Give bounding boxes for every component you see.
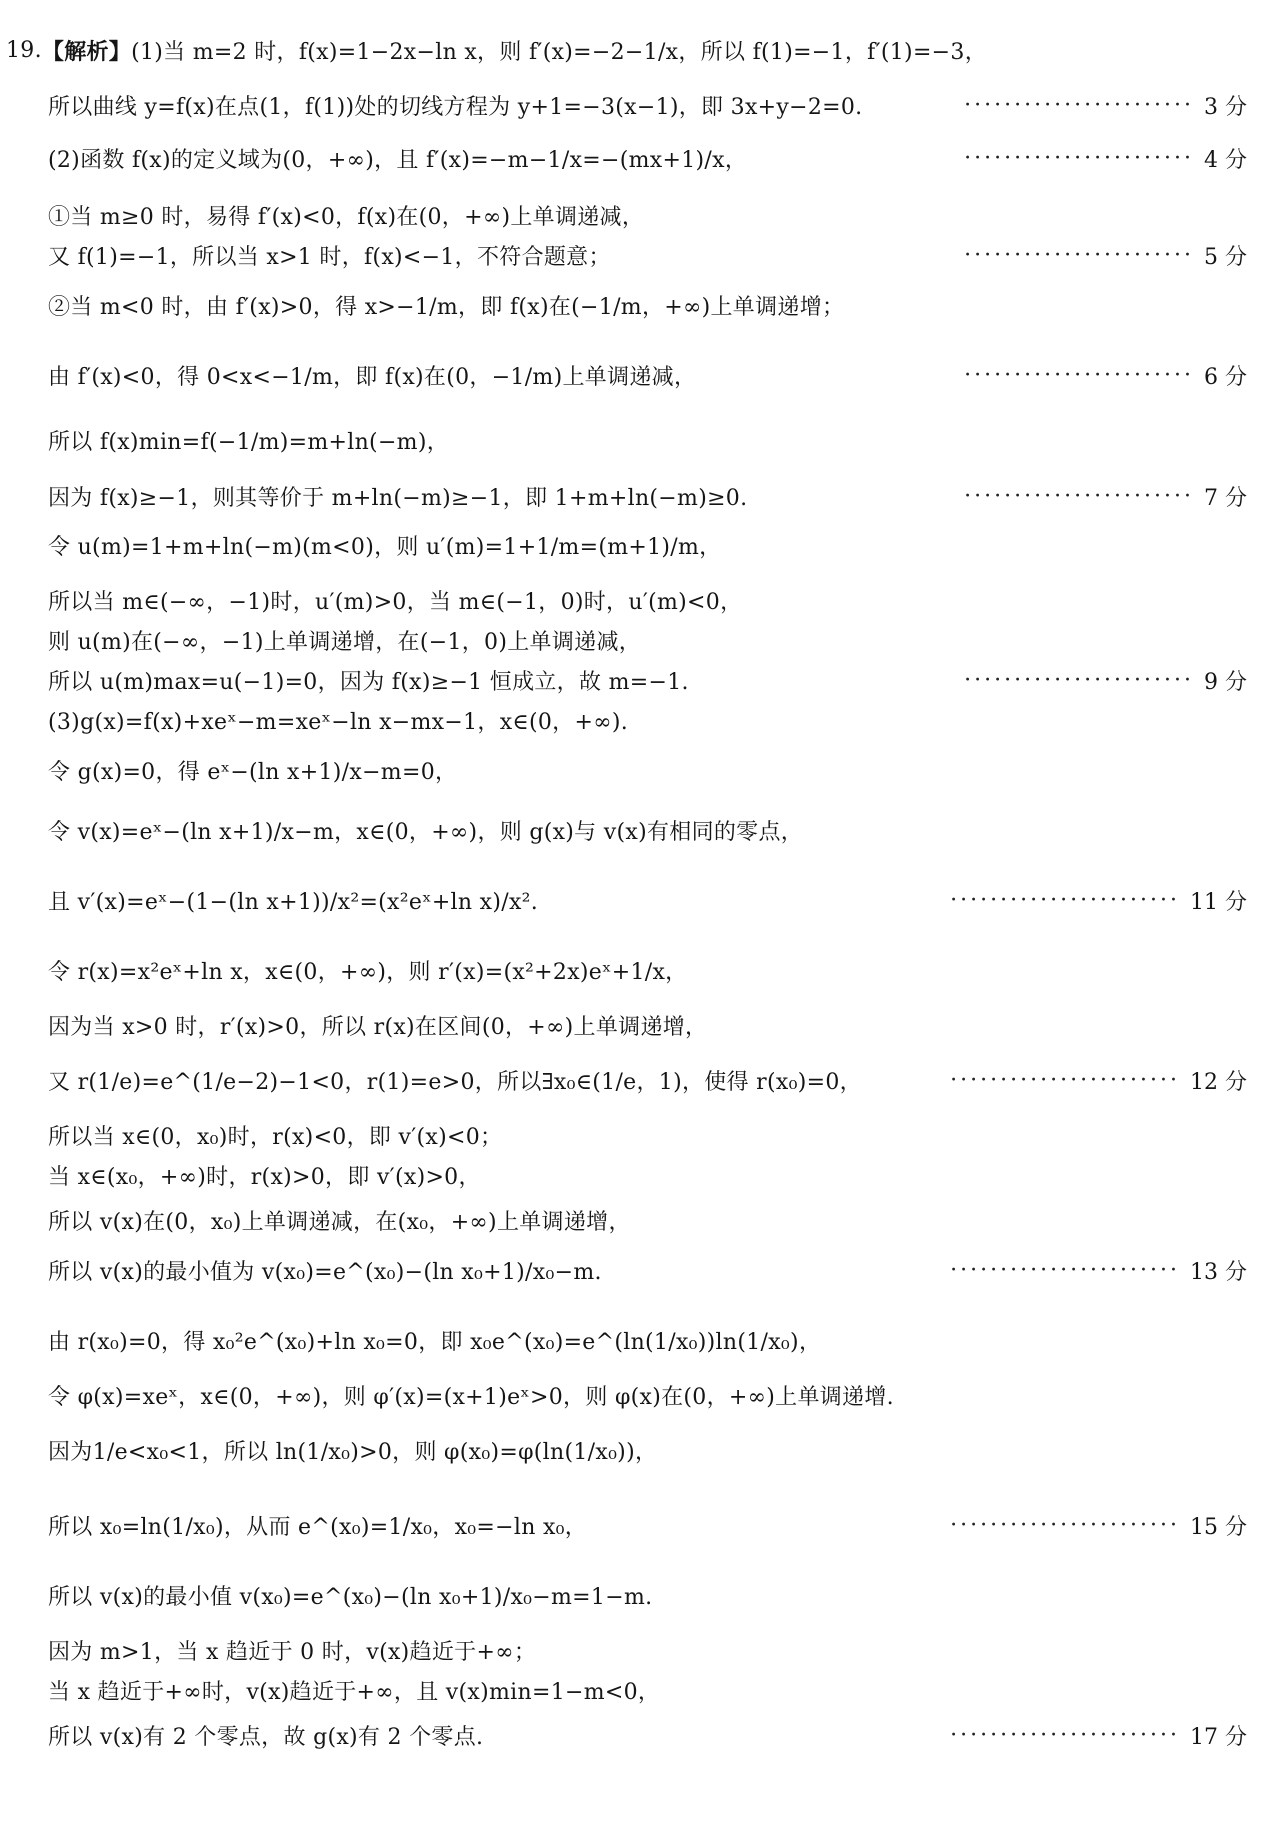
solution-line (0, 1200, 1265, 1240)
solution-line-text (48, 525, 1265, 565)
score-mark (950, 1250, 1247, 1290)
line-text: (2)函数 f(x)的定义域为(0，+∞)，且 f′(x)=−m−1/x=−(mx+1)/x， (48, 147, 748, 173)
solution-line (0, 525, 1265, 565)
solution-line (0, 1155, 1265, 1195)
line-text: ①当 m≥0 时，易得 f′(x)<0，f(x)在(0，+∞)上单调递减， (48, 204, 645, 230)
solution-line (0, 880, 1265, 920)
solution-line-text (48, 620, 1265, 660)
line-text: 所以 u(m)max=u(−1)=0，因为 f(x)≥−1 恒成立，故 m=−1. (48, 669, 689, 695)
line-text: 当 x∈(x₀，+∞)时，r(x)>0，即 v′(x)>0， (48, 1164, 481, 1190)
solution-line-text (48, 1670, 1265, 1710)
solution-line (0, 1115, 1265, 1155)
score-mark (964, 660, 1247, 700)
score-mark (950, 880, 1247, 920)
line-text: 令 g(x)=0，得 eˣ−(ln x+1)/x−m=0， (48, 759, 458, 785)
line-text: 又 f(1)=−1，所以当 x>1 时，f(x)<−1，不符合题意； (48, 244, 611, 270)
score-value: 13 分 (1190, 1259, 1247, 1285)
solution-line (0, 1060, 1265, 1100)
line-text: 且 v′(x)=eˣ−(1−(ln x+1))/x²=(x²eˣ+ln x)/x². (48, 889, 539, 915)
dot-leader: ······················· (964, 145, 1194, 171)
line-text: 因为 m>1，当 x 趋近于 0 时，v(x)趋近于+∞； (48, 1639, 537, 1665)
line-text: 因为1/e<x₀<1，所以 ln(1/x₀)>0，则 φ(x₀)=φ(ln(1/x₀))， (48, 1439, 658, 1465)
solution-line (0, 620, 1265, 660)
score-value: 9 分 (1204, 669, 1247, 695)
solution-line-text (48, 950, 1265, 990)
score-value: 12 分 (1190, 1069, 1247, 1095)
score-value: 6 分 (1204, 364, 1247, 390)
line-text: 令 u(m)=1+m+ln(−m)(m<0)，则 u′(m)=1+1/m=(m+1)/m， (48, 534, 722, 560)
dot-leader: ······················· (950, 1512, 1180, 1538)
solution-line (0, 810, 1265, 850)
score-value: 7 分 (1204, 485, 1247, 511)
solution-line (0, 476, 1265, 516)
line-text: 所以 x₀=ln(1/x₀)，从而 e^(x₀)=1/x₀，x₀=−ln x₀， (48, 1514, 588, 1540)
solution-line (0, 1670, 1265, 1710)
solution-line (0, 138, 1265, 178)
score-mark (964, 85, 1247, 125)
dot-leader: ······················· (950, 1257, 1180, 1283)
solution-line-text (48, 1575, 1265, 1615)
solution-line (0, 1715, 1265, 1755)
score-mark (964, 138, 1247, 178)
line-text: 令 φ(x)=xeˣ，x∈(0，+∞)，则 φ′(x)=(x+1)eˣ>0，则 φ(x)在(0，+∞)上单调递增. (48, 1384, 894, 1410)
solution-line (0, 660, 1265, 700)
line-text: (1)当 m=2 时，f(x)=1−2x−ln x，则 f′(x)=−2−1/x，所以 f(1)=−1，f′(1)=−3， (131, 39, 988, 65)
solution-line (0, 1250, 1265, 1290)
line-text: 又 r(1/e)=e^(1/e−2)−1<0，r(1)=e>0，所以∃x₀∈(1/e，1)，使得 r(x₀)=0， (48, 1069, 862, 1095)
score-mark (964, 355, 1247, 395)
solution-line (0, 85, 1265, 125)
score-mark (950, 1060, 1247, 1100)
solution-line-text (48, 1155, 1265, 1195)
solution-line-text (48, 1320, 1265, 1360)
line-text: (3)g(x)=f(x)+xeˣ−m=xeˣ−ln x−mx−1，x∈(0，+∞). (48, 709, 629, 735)
line-text: 令 v(x)=eˣ−(ln x+1)/x−m，x∈(0，+∞)，则 g(x)与 v(x)有相同的零点， (48, 819, 804, 845)
solution-line (0, 235, 1265, 275)
score-value: 17 分 (1190, 1724, 1247, 1750)
line-text: 则 u(m)在(−∞，−1)上单调递增，在(−1，0)上单调递减， (48, 629, 642, 655)
solution-line (0, 355, 1265, 395)
solution-line-text (48, 700, 1265, 740)
solution-line-text (48, 195, 1265, 235)
solution-line (0, 1575, 1265, 1615)
line-text: 因为 f(x)≥−1，则其等价于 m+ln(−m)≥−1，即 1+m+ln(−m)≥0. (48, 485, 748, 511)
dot-leader: ······················· (950, 1722, 1180, 1748)
solution-line (0, 700, 1265, 740)
line-text: 由 r(x₀)=0，得 x₀²e^(x₀)+ln x₀=0，即 x₀e^(x₀)=e^(ln(1/x₀))ln(1/x₀)， (48, 1329, 822, 1355)
solution-line (0, 420, 1265, 460)
score-value: 4 分 (1204, 147, 1247, 173)
line-text: 所以当 m∈(−∞，−1)时，u′(m)>0，当 m∈(−1，0)时，u′(m)<0， (48, 589, 743, 615)
solution-line (0, 285, 1265, 325)
solution-line (0, 580, 1265, 620)
score-mark (950, 1715, 1247, 1755)
line-text: ②当 m<0 时，由 f′(x)>0，得 x>−1/m，即 f(x)在(−1/m，+∞)上单调递增； (48, 294, 845, 320)
solution-line (0, 750, 1265, 790)
score-mark (964, 235, 1247, 275)
solution-line-text (6, 30, 1265, 70)
solution-line-text (48, 1375, 1265, 1415)
line-text: 所以 v(x)的最小值为 v(x₀)=e^(x₀)−(ln x₀+1)/x₀−m. (48, 1259, 602, 1285)
solution-line (0, 195, 1265, 235)
problem-number: 19. (6, 37, 42, 63)
score-value: 5 分 (1204, 244, 1247, 270)
line-text: 由 f′(x)<0，得 0<x<−1/m，即 f(x)在(0，−1/m)上单调递减， (48, 364, 697, 390)
solution-line (0, 1430, 1265, 1470)
solution-line-text (48, 750, 1265, 790)
dot-leader: ······················· (964, 242, 1194, 268)
dot-leader: ······················· (964, 362, 1194, 388)
score-mark (950, 1505, 1247, 1545)
solution-line-text (48, 285, 1265, 325)
solution-line-text (48, 1430, 1265, 1470)
solution-line-text (48, 1005, 1265, 1045)
solution-line-text (48, 1200, 1265, 1240)
solution-line-text (48, 1630, 1265, 1670)
solution-line-text (48, 810, 1265, 850)
score-value: 15 分 (1190, 1514, 1247, 1540)
section-label: 【解析】 (41, 39, 132, 65)
line-text: 所以曲线 y=f(x)在点(1，f(1))处的切线方程为 y+1=−3(x−1)，即 3x+y−2=0. (48, 94, 863, 120)
line-text: 所以当 x∈(0，x₀)时，r(x)<0，即 v′(x)<0； (48, 1124, 503, 1150)
line-text: 因为当 x>0 时，r′(x)>0，所以 r(x)在区间(0，+∞)上单调递增， (48, 1014, 708, 1040)
solution-line (0, 1320, 1265, 1360)
solution-line (0, 1505, 1265, 1545)
line-text: 令 r(x)=x²eˣ+ln x，x∈(0，+∞)，则 r′(x)=(x²+2x)eˣ+1/x， (48, 959, 688, 985)
line-text: 所以 v(x)在(0，x₀)上单调递减，在(x₀，+∞)上单调递增， (48, 1209, 631, 1235)
dot-leader: ······················· (950, 1067, 1180, 1093)
dot-leader: ······················· (964, 483, 1194, 509)
dot-leader: ······················· (950, 887, 1180, 913)
score-mark (964, 476, 1247, 516)
solution-line-text (48, 1115, 1265, 1155)
score-value: 11 分 (1190, 889, 1247, 915)
dot-leader: ······················· (964, 92, 1194, 118)
solution-line (0, 1630, 1265, 1670)
solution-line-text (48, 420, 1265, 460)
solution-line (0, 1375, 1265, 1415)
solution-line-text (48, 580, 1265, 620)
solution-line (0, 1005, 1265, 1045)
solution-line (0, 950, 1265, 990)
line-text: 所以 f(x)min=f(−1/m)=m+ln(−m)， (48, 429, 450, 455)
score-value: 3 分 (1204, 94, 1247, 120)
line-text: 当 x 趋近于+∞时，v(x)趋近于+∞，且 v(x)min=1−m<0， (48, 1679, 661, 1705)
line-text: 所以 v(x)有 2 个零点，故 g(x)有 2 个零点. (48, 1724, 484, 1750)
line-text: 所以 v(x)的最小值 v(x₀)=e^(x₀)−(ln x₀+1)/x₀−m=1−m. (48, 1584, 653, 1610)
dot-leader: ······················· (964, 667, 1194, 693)
solution-line (0, 30, 1265, 70)
